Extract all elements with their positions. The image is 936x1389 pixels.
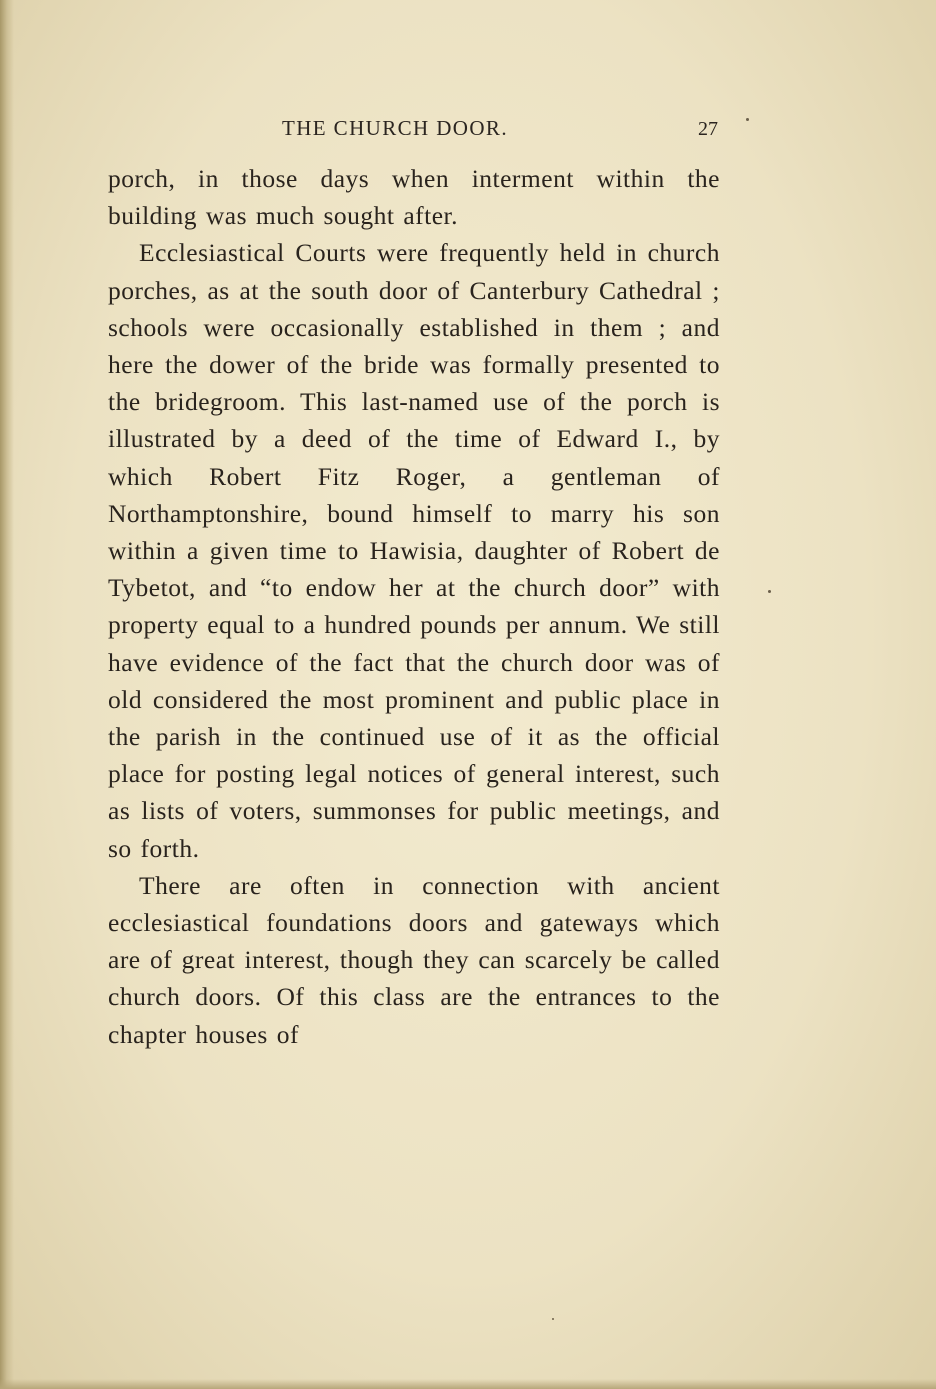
paragraph-continued: porch, in those days when interment within the building was much sought after. [108,164,720,231]
body-text [108,160,720,1053]
paragraph-ecclesiastical-courts: Ecclesiastical Courts were frequently held in church porches, as at the south door of Canterbury Cathedral ; schools were occasionally established in them ; and here the dower of the bride was formally presented to the bridegroom. This last-named use of the porch is illustrated by a deed of the time of Edward I., by which Robert Fitz Roger, a gentleman of Northamptonshire, bound himself to marry his son within a given time to Hawisia, daughter of Robert de Tybetot, and “to endow her at the church door” with property equal to a hundred pounds per annum. We still have evidence of the fact that the church door was of old considered the most prominent and public place in the parish in the continued use of it as the official place for posting legal notices of general interest, such as lists of voters, summonses for public meetings, and so forth. [108,238,720,863]
page-bottom-edge [0,1379,936,1389]
page-binding-shadow [0,0,14,1389]
running-header [108,116,720,146]
page-number: 27 [698,118,718,140]
running-title: THE CHURCH DOOR. [282,116,508,140]
paper-speck [768,590,771,593]
paper-speck [552,1318,554,1320]
paragraph-doors-and-gateways: There are often in connection with ancient ecclesiastical foundations doors and gateways which are of great interest, though they can scarcely be called church doors. Of this class are the entrances to the chapter houses of [108,870,720,1049]
paper-speck [746,118,749,121]
